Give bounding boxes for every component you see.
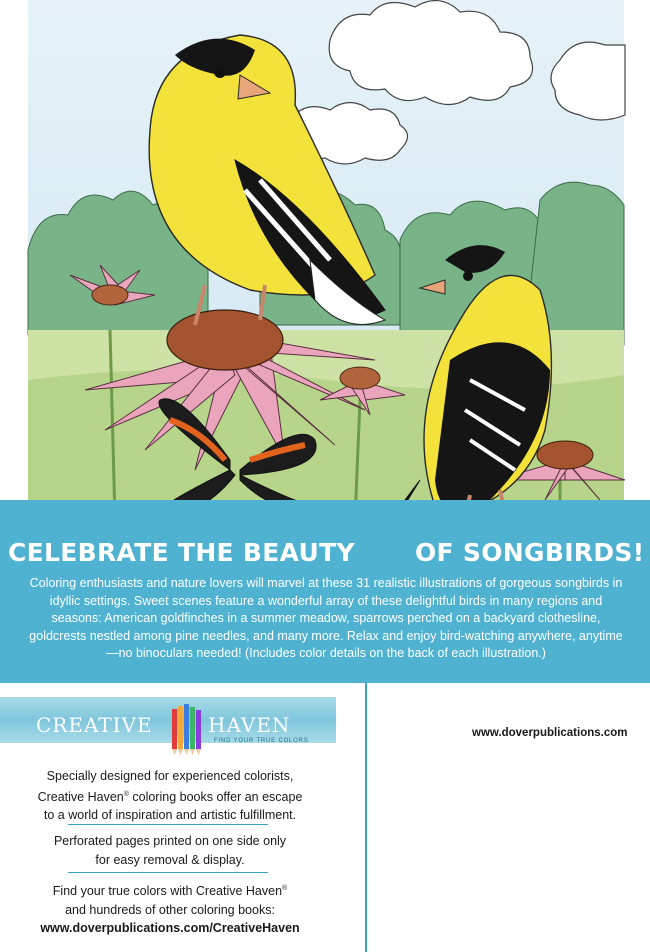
info-line: Specially designed for experienced colorists, xyxy=(46,769,294,783)
info-paragraph-perforated xyxy=(0,832,340,869)
logo-word-haven: HAVEN xyxy=(208,713,291,737)
headline-right: OF SONGBIRDS! xyxy=(415,538,645,567)
separator-rule xyxy=(68,872,268,873)
colored-pencils-icon xyxy=(168,703,208,755)
separator-rule xyxy=(68,824,268,825)
creative-haven-url[interactable]: www.doverpublications.com/CreativeHaven xyxy=(40,921,300,936)
brand-name: Creative Haven xyxy=(37,789,124,804)
info-line: and hundreds of other coloring books: xyxy=(65,902,275,917)
info-paragraph-designed xyxy=(0,767,340,825)
registered-mark: ® xyxy=(123,790,129,798)
logo-tagline: FIND YOUR TRUE COLORS xyxy=(214,738,309,744)
info-line xyxy=(0,786,340,807)
logo-word-creative: CREATIVE xyxy=(36,713,153,737)
headline xyxy=(0,534,650,574)
info-line: for easy removal & display. xyxy=(95,852,245,867)
info-line-part: coloring books offer an escape xyxy=(128,789,303,804)
headline-left: CELEBRATE THE BEAUTY xyxy=(8,538,355,567)
book-description: Coloring enthusiasts and nature lovers will marvel at these 31 realistic illustrations of gorgeous songbirds in idyllic settings. Sweet scenes feature a wonderful array of these delightful birds in many regions and seasons: American goldfinches in a summer meadow, sparrows perched on a backyard clothesline, goldcrests nestled among pine needles, and many more. Relax and enjoy bird-watching anywhere, anytime—no binoculars needed! (Includes color details on the back of each illustration.) xyxy=(29,576,623,660)
info-line: to a world of inspiration and artistic fulfillment. xyxy=(43,808,297,823)
info-paragraph-find-colors xyxy=(0,880,340,938)
publisher-url[interactable]: www.doverpublications.com xyxy=(472,727,628,739)
info-line-part: Find your true colors with Creative Haven xyxy=(52,884,283,899)
registered-mark: ® xyxy=(282,885,288,892)
info-line: Perforated pages printed on one side only xyxy=(53,834,287,848)
vertical-divider xyxy=(365,683,367,952)
info-line xyxy=(0,880,340,901)
